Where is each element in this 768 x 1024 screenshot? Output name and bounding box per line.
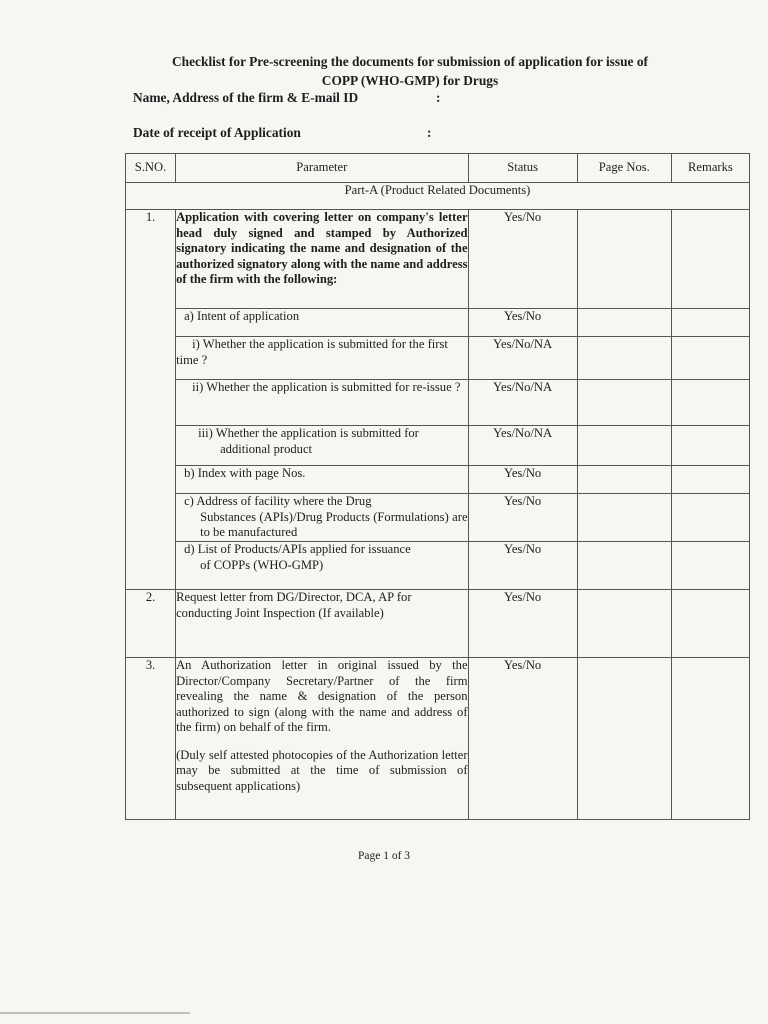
page-nos-cell <box>577 426 671 466</box>
table-row <box>126 466 750 494</box>
header-page-nos: Page Nos. <box>577 154 671 183</box>
table-row <box>126 590 750 658</box>
firm-label: Name, Address of the firm & E-mail ID <box>133 90 359 105</box>
item-1-iii <box>176 426 468 466</box>
item-1-iii-status: Yes/No/NA <box>468 426 577 466</box>
item-3-cell <box>176 658 468 820</box>
item-1-ii-status: Yes/No/NA <box>468 380 577 426</box>
item-1d-line2: of COPPs (WHO-GMP) <box>200 557 324 572</box>
table-header-row <box>126 154 750 183</box>
remarks-cell <box>671 658 749 820</box>
item-1-ii-text: ii) Whether the application is submitted for re-issue ? <box>192 380 461 394</box>
firm-colon: : <box>436 90 441 105</box>
remarks-cell <box>671 337 749 380</box>
page-nos-cell <box>577 210 671 309</box>
title-line-2: COPP (WHO-GMP) for Drugs <box>321 73 499 88</box>
item-1a: a) Intent of application <box>176 309 468 337</box>
item-3-text: An Authorization letter in original issued by the Director/Company Secretary/Partner of the firm revealing the name & designation of the person authorized to sign (along with the name and address of the firm) on behalf of the firm. <box>176 658 468 734</box>
item-3-note: (Duly self attested photocopies of the Authorization letter may be submitted at the time of submission of subsequent applications) <box>176 747 468 793</box>
page-nos-cell <box>577 658 671 820</box>
remarks-cell <box>671 309 749 337</box>
page-nos-cell <box>577 590 671 658</box>
item-1-main: Application with covering letter on company's letter head duly signed and stamped by Authorized signatory indicating the name and designation of the authorized signatory along with the name and address of the firm with the following: <box>176 210 468 309</box>
remarks-cell <box>671 426 749 466</box>
header-status: Status <box>468 154 577 183</box>
item-2-status: Yes/No <box>468 590 577 658</box>
item-1b: b) Index with page Nos. <box>176 466 468 494</box>
header-parameter: Parameter <box>176 154 468 183</box>
table-row <box>126 337 750 380</box>
firm-field <box>133 89 441 107</box>
page-number: Page 1 of 3 <box>357 850 411 862</box>
remarks-cell <box>671 542 749 590</box>
item-1-iii-line2: additional product <box>220 441 313 456</box>
receipt-label: Date of receipt of Application <box>133 125 301 140</box>
table-row <box>126 380 750 426</box>
item-1c-line2: Substances (APIs)/Drug Products (Formulations) are to be manufactured <box>200 509 468 539</box>
page-nos-cell <box>577 309 671 337</box>
page-nos-cell <box>577 466 671 494</box>
item-1-i-status: Yes/No/NA <box>468 337 577 380</box>
table-row <box>126 210 750 309</box>
page-nos-cell <box>577 494 671 542</box>
item-1-i <box>176 337 468 380</box>
document-title <box>120 52 700 90</box>
item-1-i-text: i) Whether the application is submitted for the first time ? <box>176 337 448 367</box>
remarks-cell <box>671 590 749 658</box>
table-row <box>126 658 750 820</box>
item-2-sno: 2. <box>126 590 176 658</box>
checklist-table <box>125 153 750 820</box>
item-1c-line1: c) Address of facility where the Drug <box>184 494 372 508</box>
item-1a-status: Yes/No <box>468 309 577 337</box>
header-remarks: Remarks <box>671 154 749 183</box>
item-1-iii-line1: iii) Whether the application is submitted for <box>198 426 419 440</box>
item-1c <box>176 494 468 542</box>
remarks-cell <box>671 494 749 542</box>
item-3-status: Yes/No <box>468 658 577 820</box>
table-row <box>126 542 750 590</box>
part-a-row <box>126 183 750 210</box>
item-1-ii <box>176 380 468 426</box>
header-sno: S.NO. <box>126 154 176 183</box>
item-1-sno: 1. <box>126 210 176 590</box>
page-nos-cell <box>577 337 671 380</box>
item-1b-status: Yes/No <box>468 466 577 494</box>
remarks-cell <box>671 380 749 426</box>
remarks-cell <box>671 210 749 309</box>
item-1d-status: Yes/No <box>468 542 577 590</box>
page-nos-cell <box>577 380 671 426</box>
item-1d-line1: d) List of Products/APIs applied for issuance <box>184 542 411 556</box>
table-row <box>126 494 750 542</box>
item-1-main-status: Yes/No <box>468 210 577 309</box>
page-nos-cell <box>577 542 671 590</box>
remarks-cell <box>671 466 749 494</box>
table-row <box>126 309 750 337</box>
item-2-text: Request letter from DG/Director, DCA, AP for conducting Joint Inspection (If available) <box>176 590 468 658</box>
scan-artifact-line <box>0 1012 190 1014</box>
title-line-1: Checklist for Pre-screening the documents for submission of application for issue of <box>172 54 648 69</box>
item-3-sno: 3. <box>126 658 176 820</box>
receipt-field <box>133 124 432 142</box>
item-1d <box>176 542 468 590</box>
item-1c-status: Yes/No <box>468 494 577 542</box>
table-row <box>126 426 750 466</box>
receipt-colon: : <box>427 125 432 140</box>
part-a-heading: Part-A (Product Related Documents) <box>126 183 750 210</box>
